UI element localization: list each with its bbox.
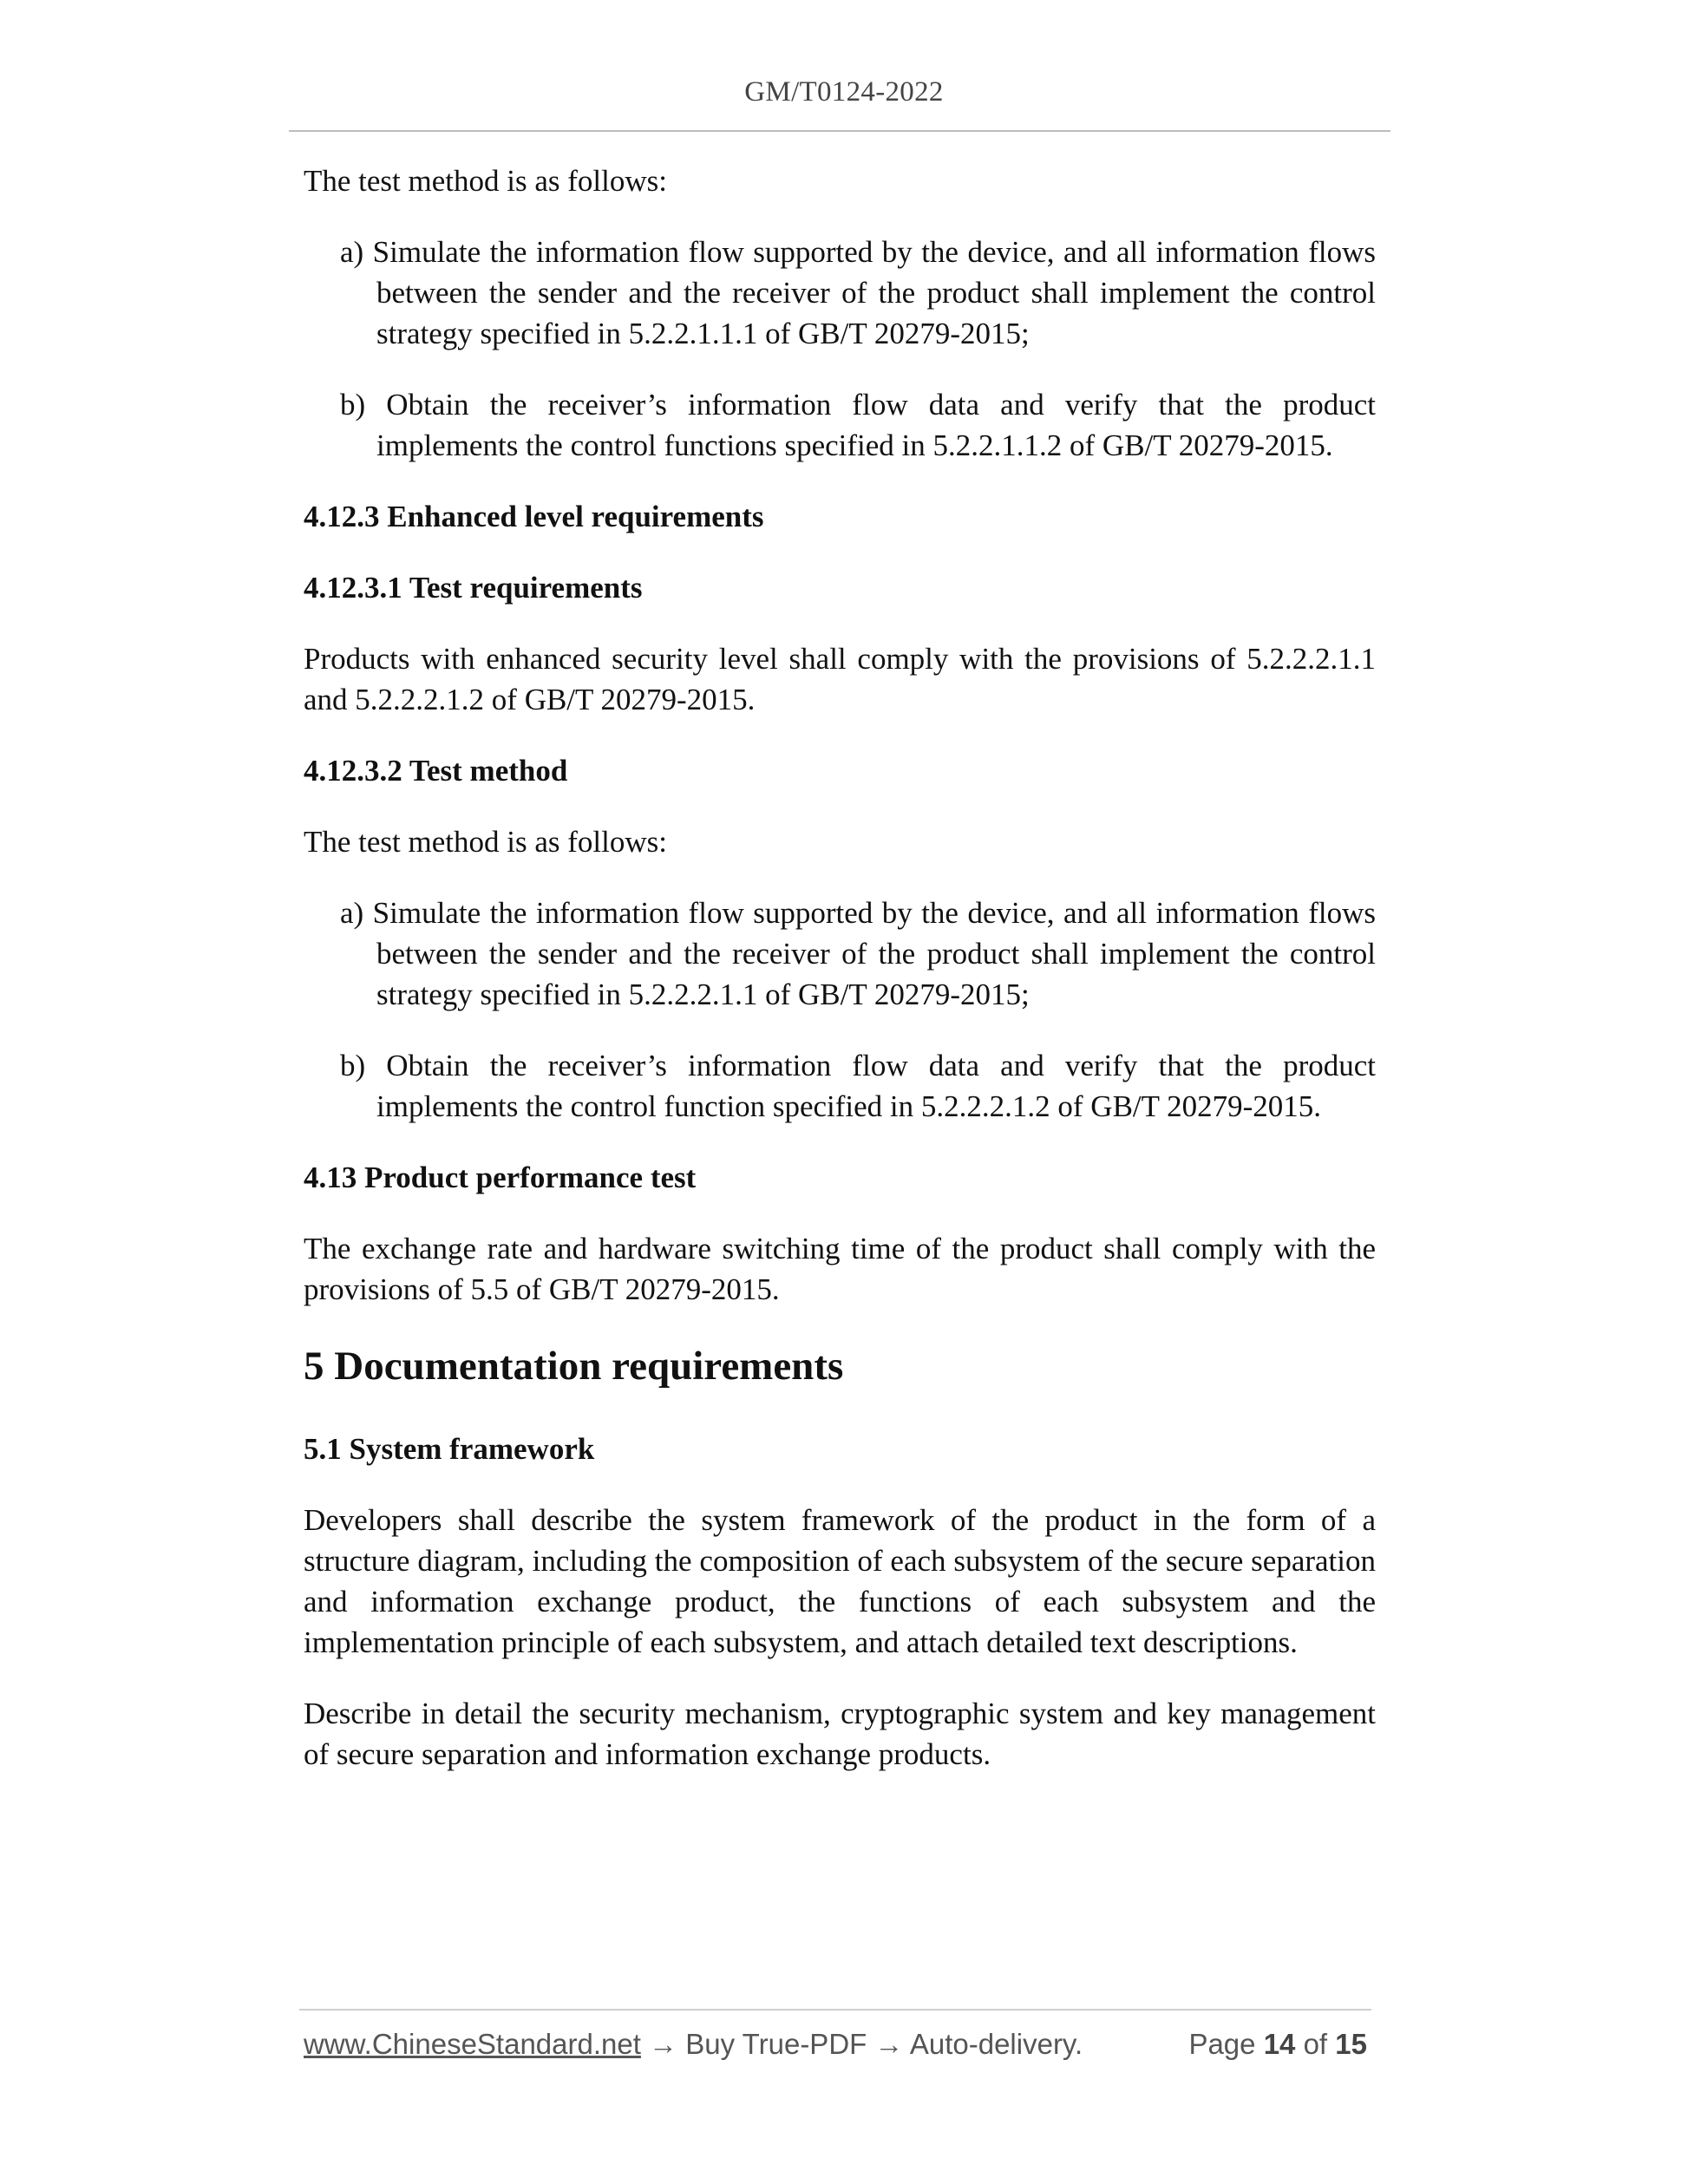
paragraph-system-framework: Developers shall describe the system framework of the product in the form of a structure diagram, including the composition of each subsystem of the secure separation and information exchange product, the functions of each subsystem and the implementation principle of each subsystem, and attach detailed text descriptions. <box>304 1503 1376 1659</box>
list-item-b-2: b) Obtain the receiver’s information flow data and verify that the product implements the control function specified in 5.2.2.2.1.2 of GB/T 20279-2015. <box>340 1049 1376 1123</box>
heading-4-12-3-2: 4.12.3.2 Test method <box>304 754 568 788</box>
website-link[interactable]: www.ChineseStandard.net <box>304 2028 641 2060</box>
paragraph-enhanced-requirements: Products with enhanced security level shall comply with the provisions of 5.2.2.2.1.1 and 5.2.2.2.1.2 of GB/T 20279-2015. <box>304 642 1376 716</box>
page-current: 14 <box>1263 2028 1296 2060</box>
heading-5-1: 5.1 System framework <box>304 1432 595 1466</box>
paragraph-test-method-intro-2: The test method is as follows: <box>304 825 667 859</box>
header-divider <box>289 130 1390 132</box>
heading-4-13: 4.13 Product performance test <box>304 1161 697 1194</box>
of-label: of <box>1303 2028 1328 2060</box>
list-item-a-2: a) Simulate the information flow supported by the device, and all information flows between the sender and the receiver of the product shall implement the control strategy specified in 5.2.2.2.1.1 of GB/T 20279-2015; <box>340 896 1376 1011</box>
page-number <box>1188 2028 1367 2061</box>
page-header: GM/T0124-2022 <box>744 76 944 108</box>
heading-4-12-3-1: 4.12.3.1 Test requirements <box>304 571 643 605</box>
buy-true-pdf-text: Buy True-PDF <box>685 2028 867 2060</box>
arrow-right-icon: → <box>874 2028 904 2060</box>
page-footer <box>304 2028 1367 2066</box>
footer-left <box>304 2028 1083 2061</box>
page-label: Page <box>1188 2028 1256 2060</box>
page-total: 15 <box>1335 2028 1367 2060</box>
footer-divider <box>299 2009 1371 2011</box>
list-item-a: a) Simulate the information flow supported by the device, and all information flows between the sender and the receiver of the product shall implement the control strategy specified in 5.2.2.1.1.1 of GB/T 20279-2015; <box>340 235 1376 350</box>
heading-5: 5 Documentation requirements <box>304 1344 844 1389</box>
heading-4-12-3: 4.12.3 Enhanced level requirements <box>304 500 764 533</box>
paragraph-performance: The exchange rate and hardware switching time of the product shall comply with the provisions of 5.5 of GB/T 20279-2015. <box>304 1232 1376 1306</box>
list-item-b: b) Obtain the receiver’s information flow data and verify that the product implements the control functions specified in 5.2.2.1.1.2 of GB/T 20279-2015. <box>340 388 1376 462</box>
paragraph-security-mechanism: Describe in detail the security mechanism, cryptographic system and key management of secure separation and information exchange products. <box>304 1697 1376 1771</box>
auto-delivery-text: Auto-delivery. <box>909 2028 1083 2060</box>
paragraph-test-method-intro: The test method is as follows: <box>304 164 667 198</box>
page-body <box>304 160 1376 1805</box>
arrow-right-icon: → <box>649 2028 678 2060</box>
